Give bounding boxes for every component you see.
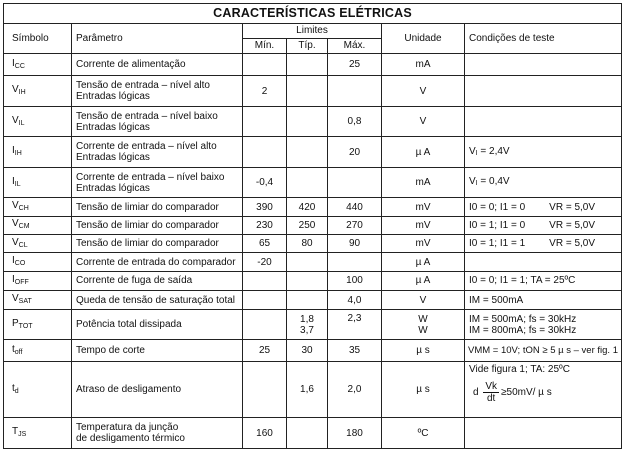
table-row xyxy=(4,53,622,75)
symbol-cell: $V_{CM}$ xyxy=(4,216,72,234)
table-title: CARACTERÍSTICAS ELÉTRICAS xyxy=(4,4,622,24)
parameter-cell: Corrente de entrada – nível alto Entradas lógicas xyxy=(72,137,243,168)
table-row xyxy=(4,198,622,216)
min-cell xyxy=(243,53,287,75)
symbol-cell: $T_{JS}$ xyxy=(4,418,72,449)
conditions-cell xyxy=(465,418,622,449)
table-row xyxy=(4,216,622,234)
min-cell: 65 xyxy=(243,235,287,253)
conditions-cell: I0 = 1; I1 = 1 VR = 5,0V xyxy=(465,235,622,253)
conditions-cell: I0 = 0; I1 = 1; TA = 25ºC xyxy=(465,271,622,290)
parameter-cell: Corrente de alimentação xyxy=(72,53,243,75)
parameter-cell: Tensão de limiar do comparador xyxy=(72,198,243,216)
header-max: Máx. xyxy=(328,38,382,53)
parameter-cell: Queda de tensão de saturação total xyxy=(72,291,243,310)
conditions-cell xyxy=(465,253,622,271)
conditions-cell: IM = 500mA; fs = 30kHz IM = 800mA; fs = 30kHz xyxy=(465,310,622,340)
unit-cell: V xyxy=(382,291,465,310)
unit-cell: mV xyxy=(382,198,465,216)
symbol-cell: $V_{CL}$ xyxy=(4,235,72,253)
typ-cell xyxy=(287,106,328,137)
symbol-cell: $t_{off}$ xyxy=(4,339,72,361)
typ-cell xyxy=(287,291,328,310)
table-row xyxy=(4,106,622,137)
min-cell xyxy=(243,137,287,168)
header-typ: Típ. xyxy=(287,38,328,53)
max-cell: 25 xyxy=(328,53,382,75)
header-limits: Limites xyxy=(243,24,382,38)
min-cell xyxy=(243,362,287,418)
table-row xyxy=(4,339,622,361)
header-unit: Unidade xyxy=(382,24,465,54)
typ-cell xyxy=(287,253,328,271)
symbol-cell: $V_{SAT}$ xyxy=(4,291,72,310)
fraction: $\frac{Vk}{dt}$ xyxy=(485,381,498,405)
typ-cell xyxy=(287,137,328,168)
table-row xyxy=(4,235,622,253)
symbol-cell: $I_{CO}$ xyxy=(4,253,72,271)
max-cell: 2,3 xyxy=(328,310,382,340)
min-cell xyxy=(243,291,287,310)
typ-cell xyxy=(287,418,328,449)
unit-cell: µ A xyxy=(382,271,465,290)
max-cell: 4,0 xyxy=(328,291,382,310)
table-row xyxy=(4,137,622,168)
table-row xyxy=(4,76,622,107)
typ-cell: 1,8 3,7 xyxy=(287,310,328,340)
parameter-cell: Corrente de fuga de saída xyxy=(72,271,243,290)
table-row xyxy=(4,253,622,271)
unit-cell: V xyxy=(382,76,465,107)
unit-cell: µ A xyxy=(382,137,465,168)
max-cell: 440 xyxy=(328,198,382,216)
unit-cell: V xyxy=(382,106,465,137)
unit-cell: W W xyxy=(382,310,465,340)
parameter-cell: Temperatura da junção de desligamento térmico xyxy=(72,418,243,449)
typ-cell: 1,6 xyxy=(287,362,328,418)
max-cell xyxy=(328,76,382,107)
conditions-cell: I0 = 0; I1 = 0 VR = 5,0V xyxy=(465,198,622,216)
symbol-cell: $I_{OFF}$ xyxy=(4,271,72,290)
typ-cell xyxy=(287,167,328,198)
unit-cell: mV xyxy=(382,216,465,234)
table-row xyxy=(4,310,622,340)
symbol-cell: $V_{IL}$ xyxy=(4,106,72,137)
min-cell: 2 xyxy=(243,76,287,107)
table-row xyxy=(4,291,622,310)
table-row xyxy=(4,271,622,290)
symbol-cell: $t_d$ xyxy=(4,362,72,418)
conditions-cell: $V_I = 2,4V$ xyxy=(465,137,622,168)
table-row xyxy=(4,418,622,449)
unit-cell: ºC xyxy=(382,418,465,449)
max-cell: 100 xyxy=(328,271,382,290)
typ-cell xyxy=(287,271,328,290)
unit-cell: µ s xyxy=(382,362,465,418)
symbol-cell: $V_{CH}$ xyxy=(4,198,72,216)
parameter-cell: Tensão de limiar do comparador xyxy=(72,216,243,234)
min-cell xyxy=(243,271,287,290)
unit-cell: µ s xyxy=(382,339,465,361)
conditions-cell: IM = 500mA xyxy=(465,291,622,310)
parameter-cell: Tensão de entrada – nível alto Entradas lógicas xyxy=(72,76,243,107)
max-cell: 2,0 xyxy=(328,362,382,418)
header-symbol: Símbolo xyxy=(4,24,72,54)
max-cell: 180 xyxy=(328,418,382,449)
typ-cell: 420 xyxy=(287,198,328,216)
typ-cell xyxy=(287,76,328,107)
conditions-cell: $V_I = 0,4V$ xyxy=(465,167,622,198)
parameter-cell: Atraso de desligamento xyxy=(72,362,243,418)
header-min: Mín. xyxy=(243,38,287,53)
symbol-cell: $V_{IH}$ xyxy=(4,76,72,107)
conditions-cell xyxy=(465,106,622,137)
symbol-cell: $P_{TOT}$ xyxy=(4,310,72,340)
min-cell xyxy=(243,106,287,137)
table-row xyxy=(4,362,622,418)
min-cell: 230 xyxy=(243,216,287,234)
typ-cell: 250 xyxy=(287,216,328,234)
electrical-characteristics-sheet xyxy=(3,3,621,449)
parameter-cell: Tensão de limiar do comparador xyxy=(72,235,243,253)
max-cell xyxy=(328,253,382,271)
min-cell: 390 xyxy=(243,198,287,216)
min-cell: 25 xyxy=(243,339,287,361)
symbol-cell: $I_{IL}$ xyxy=(4,167,72,198)
max-cell xyxy=(328,167,382,198)
slew-rate-formula: d $\frac{Vk}{dt}$ ≥50mV/ µ s xyxy=(473,381,552,405)
parameter-cell: Tensão de entrada – nível baixo Entradas lógicas xyxy=(72,106,243,137)
parameter-cell: Potência total dissipada xyxy=(72,310,243,340)
unit-cell: µ A xyxy=(382,253,465,271)
conditions-cell: VMM = 10V; tON ≥ 5 µ s – ver fig. 1 xyxy=(465,339,622,361)
electrical-characteristics-table xyxy=(3,3,622,449)
min-cell: 160 xyxy=(243,418,287,449)
max-cell: 35 xyxy=(328,339,382,361)
parameter-cell: Corrente de entrada do comparador xyxy=(72,253,243,271)
typ-cell: 30 xyxy=(287,339,328,361)
min-cell: -0,4 xyxy=(243,167,287,198)
max-cell: 90 xyxy=(328,235,382,253)
min-cell: -20 xyxy=(243,253,287,271)
conditions-cell: I0 = 1; I1 = 0 VR = 5,0V xyxy=(465,216,622,234)
conditions-cell: Vide figura 1; TA: 25ºC d $\frac{Vk}{dt}$ ≥50mV/ µ s xyxy=(465,362,622,418)
max-cell: 20 xyxy=(328,137,382,168)
header-parameter: Parâmetro xyxy=(72,24,243,54)
unit-cell: mV xyxy=(382,235,465,253)
symbol-cell: $I_{CC}$ xyxy=(4,53,72,75)
typ-cell xyxy=(287,53,328,75)
conditions-cell xyxy=(465,53,622,75)
table-row xyxy=(4,167,622,198)
header-conditions: Condições de teste xyxy=(465,24,622,54)
symbol-cell: $I_{IH}$ xyxy=(4,137,72,168)
max-cell: 270 xyxy=(328,216,382,234)
typ-cell: 80 xyxy=(287,235,328,253)
unit-cell: mA xyxy=(382,167,465,198)
conditions-cell xyxy=(465,76,622,107)
min-cell xyxy=(243,310,287,340)
parameter-cell: Corrente de entrada – nível baixo Entradas lógicas xyxy=(72,167,243,198)
unit-cell: mA xyxy=(382,53,465,75)
max-cell: 0,8 xyxy=(328,106,382,137)
parameter-cell: Tempo de corte xyxy=(72,339,243,361)
